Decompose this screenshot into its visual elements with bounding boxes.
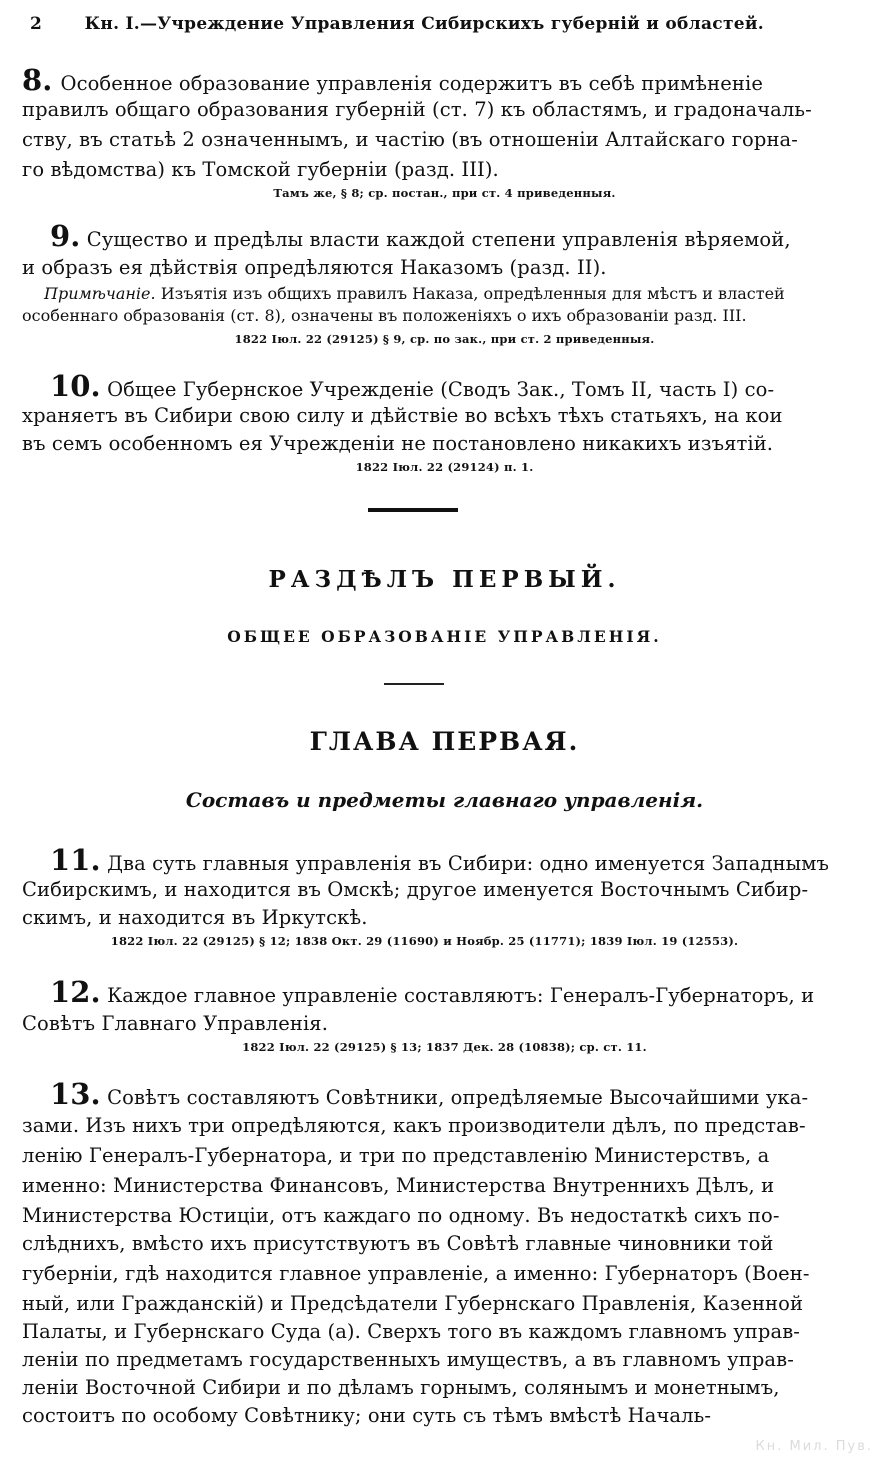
art13-line-12: состоитъ по особому Совѣтнику; они суть съ тѣмъ вмѣстѣ Началь- [22,1404,712,1427]
art8-line-3: ству, въ статьѣ 2 означеннымъ, и частію (въ отношеніи Алтайскаго горна- [22,128,798,151]
art13-line-6: слѣднихъ, вмѣсто ихъ присутствуютъ въ Совѣтѣ главные чиновники той [22,1232,774,1255]
art13-line-8: ный, или Гражданскій) и Предсѣдатели Губернскаго Правленія, Казенной [22,1292,804,1315]
art13-line-2: зами. Изъ нихъ три опредѣляются, какъ производители дѣлъ, по представ- [22,1114,806,1137]
art11-line-1 [50,843,850,877]
art10-line-3: въ семъ особенномъ ея Учрежденіи не постановлено никакихъ изъятій. [22,432,774,455]
art13-line-3: ленію Генералъ-Губернатора, и три по представленію Министерствъ, а [22,1144,770,1167]
art10-line-1 [50,369,850,403]
art13-line-10: леніи по предметамъ государственныхъ имуществъ, а въ главномъ управ- [22,1348,794,1371]
chapter-title: ГЛАВА ПЕРВАЯ. [309,727,580,756]
header-title: Кн. I.—Учреждение Управления Сибирскихъ губерній и областей. [84,14,765,34]
art12-number: 12. [50,975,101,1009]
section-title: РАЗДѢЛЪ ПЕРВЫЙ. [268,566,621,593]
art8-line-2: правилъ общаго образования губерній (ст. 7) къ областямъ, и градоначаль- [22,98,812,121]
art9-note-text-1: Изъятія изъ общихъ правилъ Наказа, опредѣленныя для мѣстъ и властей [160,284,785,303]
art11-line-3: скимъ, и находится въ Иркутскѣ. [22,906,368,929]
art9-text-1: Существо и предѣлы власти каждой степени управленія вѣряемой, [86,228,791,251]
art9-note-2: особеннаго образованія (ст. 8), означены въ положеніяхъ о ихъ образованіи разд. III. [22,306,747,325]
art8-source: Тамъ же, § 8; ср. постан., при ст. 4 приведенныя. [273,186,616,200]
section-subtitle: ОБЩЕЕ ОБРАЗОВАНІЕ УПРАВЛЕНІЯ. [227,627,662,646]
page-number: 2 [30,14,43,34]
art11-line-2: Сибирскимъ, и находится въ Омскѣ; другое именуется Восточнымъ Сибир- [22,878,809,901]
running-header [30,14,764,34]
art12-source: 1822 Іюл. 22 (29125) § 13; 1837 Дек. 28 (10838); ср. ст. 11. [242,1040,647,1054]
art9-line-1 [50,219,850,253]
art12-text-1: Каждое главное управленіе составляютъ: Генералъ-Губернаторъ, и [107,984,815,1007]
art10-source: 1822 Іюл. 22 (29124) п. 1. [355,460,534,474]
art13-line-5: Министерства Юстиціи, отъ каждаго по одному. Въ недостаткѣ сихъ по- [22,1204,780,1227]
art11-source: 1822 Іюл. 22 (29125) § 12; 1838 Окт. 29 (11690) и Ноябр. 25 (11771); 1839 Іюл. 19 (12553). [110,934,739,948]
art9-note-1 [44,284,844,303]
art9-source: 1822 Іюл. 22 (29125) § 9, ср. по зак., при ст. 2 приведенныя. [234,332,655,346]
art13-line-9: Палаты, и Губернскаго Суда (а). Сверхъ того въ каждомъ главномъ управ- [22,1320,800,1343]
art13-line-7: губерніи, гдѣ находится главное управленіе, а именно: Губернаторъ (Воен- [22,1262,810,1285]
watermark: Кн. Мил. Пув. [755,1439,873,1454]
section-divider [368,508,458,512]
art12-line-1 [50,975,850,1009]
art11-number: 11. [50,843,101,877]
chapter-subtitle: Составъ и предметы главнаго управленія. [185,788,704,812]
art10-text-1: Общее Губернское Учрежденіе (Сводъ Зак., Томъ II, часть I) со- [107,378,775,401]
art11-text-1: Два суть главныя управленія въ Сибири: одно именуется Западнымъ [107,852,830,875]
art9-line-2: и образъ ея дѣйствія опредѣляются Наказомъ (разд. II). [22,256,607,279]
art12-line-2: Совѣтъ Главнаго Управленія. [22,1012,329,1035]
art13-line-4: именно: Министерства Финансовъ, Министерства Внутреннихъ Дѣлъ, и [22,1174,775,1197]
art9-note-label: Примѣчаніе. [44,284,156,303]
art8-text-1: Особенное образование управленія содержитъ въ себѣ примѣненіе [60,72,763,95]
chapter-divider [384,683,444,685]
art10-line-2: храняетъ въ Сибири свою силу и дѣйствіе во всѣхъ тѣхъ статьяхъ, на кои [22,404,783,427]
art13-line-11: леніи Восточной Сибири и по дѣламъ горнымъ, солянымъ и монетнымъ, [22,1376,780,1399]
art13-number: 13. [50,1077,101,1111]
art10-number: 10. [50,369,101,403]
art8-number: 8. [22,63,53,97]
art13-text-1: Совѣтъ составляютъ Совѣтники, опредѣляемые Высочайшими ука- [107,1086,809,1109]
art13-line-1 [50,1077,850,1111]
art9-number: 9. [50,219,81,253]
art8-line-1 [22,63,840,97]
art8-line-4: го вѣдомства) къ Томской губерніи (разд. III). [22,158,499,181]
